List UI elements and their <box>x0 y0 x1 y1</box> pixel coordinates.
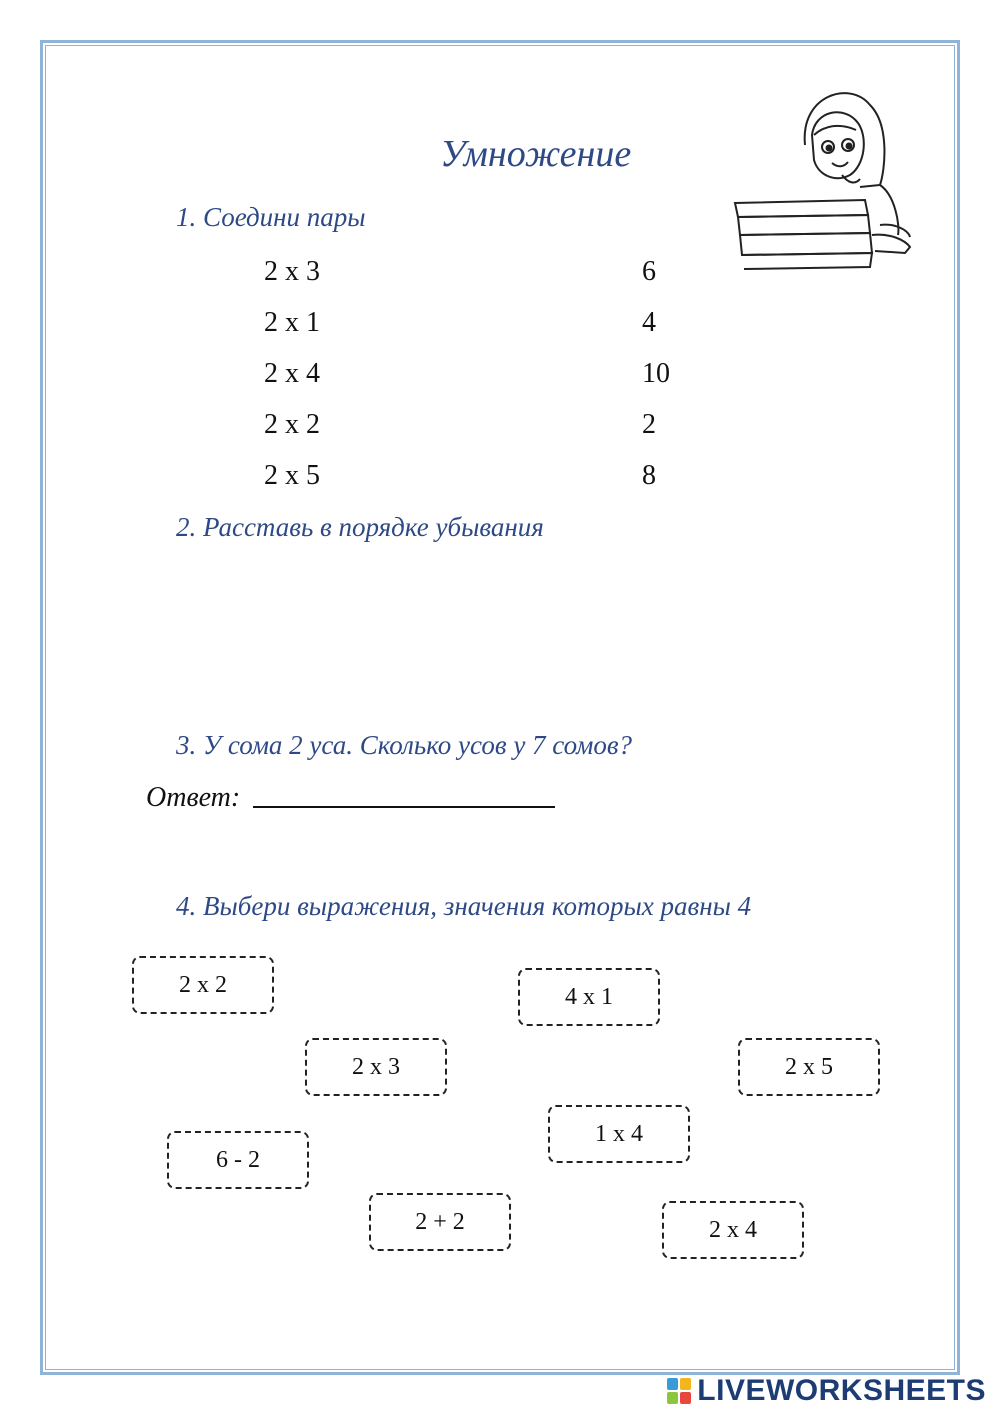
task4-heading: 4. Выбери выражения, значения которых равны 4 <box>176 891 752 921</box>
task3-heading: 3. У сома 2 уса. Сколько усов у 7 сомов? <box>176 730 633 760</box>
task2-heading: 2. Расставь в порядке убывания <box>176 512 544 542</box>
task1-heading: 1. Соедини пары <box>176 202 366 232</box>
expression-card[interactable]: 2 x 4 <box>662 1201 804 1259</box>
answer-input[interactable] <box>253 780 559 810</box>
left-expression[interactable]: 2 x 4 <box>264 358 320 389</box>
expression-card[interactable]: 4 x 1 <box>518 968 660 1026</box>
left-expression[interactable]: 2 x 2 <box>264 409 320 440</box>
answer-label: Ответ: <box>146 782 241 813</box>
liveworksheets-logo-icon <box>667 1378 691 1404</box>
left-expression[interactable]: 2 x 1 <box>264 307 320 338</box>
expression-card[interactable]: 1 x 4 <box>548 1105 690 1163</box>
right-answer[interactable]: 8 <box>642 460 656 491</box>
expression-card[interactable]: 2 + 2 <box>369 1193 511 1251</box>
right-answer[interactable]: 4 <box>642 307 656 338</box>
expression-card[interactable]: 6 - 2 <box>167 1131 309 1189</box>
left-expression[interactable]: 2 x 3 <box>264 256 320 287</box>
left-expression[interactable]: 2 x 5 <box>264 460 320 491</box>
liveworksheets-brand <box>667 1374 986 1408</box>
worksheet-title: Умножение <box>440 133 632 175</box>
expression-card[interactable]: 2 x 3 <box>305 1038 447 1096</box>
right-answer[interactable]: 10 <box>642 358 670 389</box>
right-answer[interactable]: 6 <box>642 256 656 287</box>
expression-card[interactable]: 2 x 2 <box>132 956 274 1014</box>
right-answer[interactable]: 2 <box>642 409 656 440</box>
brand-name: LIVEWORKSHEETS <box>697 1374 986 1407</box>
expression-card[interactable]: 2 x 5 <box>738 1038 880 1096</box>
girl-with-books-illustration <box>730 75 920 275</box>
